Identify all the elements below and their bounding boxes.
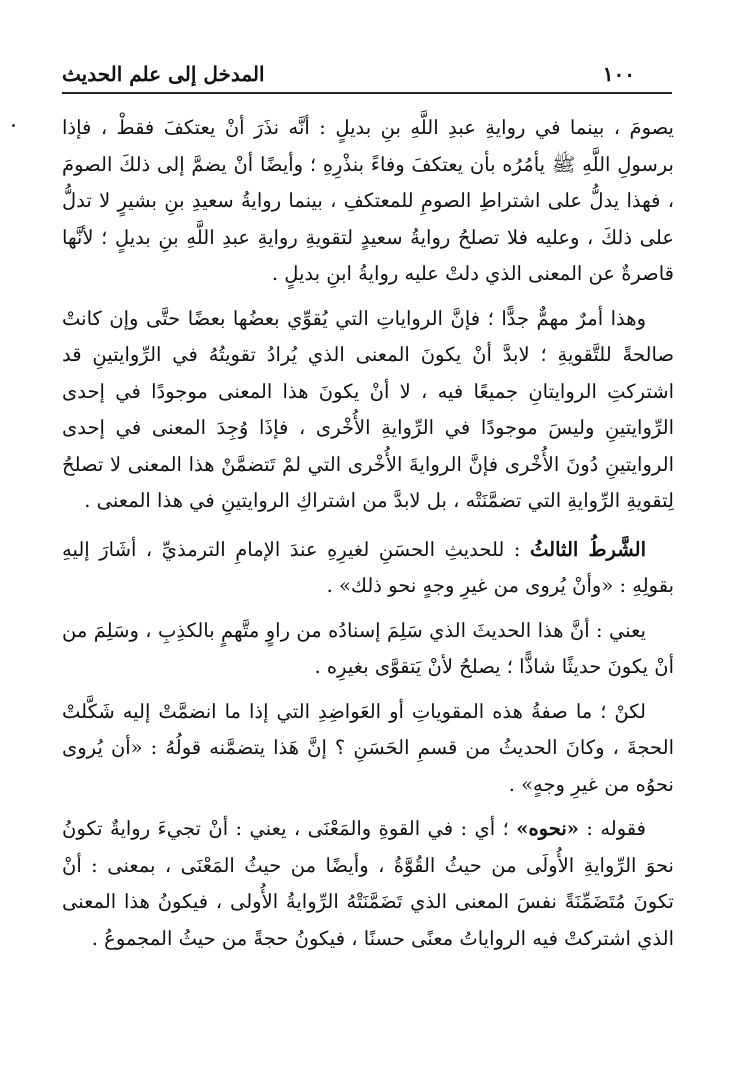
header-divider [62,92,672,94]
paragraph-text: لكنْ ؛ ما صفةُ هذه المقوياتِ أو العَواضِدِ التي إذا ما انضمَّتْ إليه شَكَّلتْ الحجةَ ، وكانَ الحديثُ من قسمِ الحَسَنِ ؟ إنَّ هَذا يتضمَّنه قولُهُ : «أن يُروى نحوُه من غيرِ وجهٍ» . [62,699,674,796]
running-title: المدخل إلى علم الحديث [62,62,265,86]
paragraph-text: : للحديثِ الحسَنِ لغيرِهِ عندَ الإمامِ الترمذيِّ ، أشَارَ إليهِ بقولِهِ : «وأنْ يُروى من غيرِ وجهٍ نحو ذلك» . [62,537,674,597]
paragraph [62,613,674,686]
page-body [62,110,674,969]
paragraph-text: يعني : أنَّ هذا الحديثَ الذي سَلِمَ إسنادُه من راوٍ متَّهمٍ بالكذِبِ ، وسَلِمَ من أنْ يكونَ حديثًا شاذًّا ؛ يصلحُ لأنْ يَتقوَّى بغيرِه . [62,618,674,678]
page-number: ١٠٠ [602,62,635,86]
running-header [62,56,635,92]
quoted-term: «نحوه» [516,817,579,840]
paragraph-text: ؛ أي : في القوةِ والمَعْنَى ، يعني : أنْ تجيءَ روايةٌ تكونُ نحوَ الرِّوايةِ الأُولَى من حيثُ القُوَّةُ ، وأيضًا من حيثُ المَعْنَى ، بمعنى : أنْ تكونَ مُتَضَمِّنَةً نفسَ المعنى الذي تَضَمَّنَتْهُ الرِّوايةُ الأُولى ، فيكونُ هذا المعنى الذي اشتركتْ فيه الرواياتُ معنًى حسنًا ، فيكونُ حجةً من حيثُ المجموعُ . [62,817,674,950]
condition-heading: الشَّرطُ الثالثُ [530,537,646,561]
paragraph [62,811,674,957]
paragraph-text: يصومَ ، بينما في روايةِ عبدِ اللَّهِ بنِ بديلٍ : أنَّه نذَرَ أنْ يعتكفَ فقطْ ، فإذا برسولِ اللَّهِ ﷺ يأمُرُه بأن يعتكفَ وفاءً بنذْرِهِ ؛ وأيضًا أنْ يضمَّ إلى ذلكَ الصومَ ، فهذا يدلُّ على اشتراطِ الصومِ للمعتكفِ ، بينما روايةُ سعيدِ بنِ بشيرٍ لا تدلُّ على ذلكَ ، وعليه فلا تصلحُ روايةُ سعيدٍ لتقويةِ روايةِ عبدِ اللَّهِ بنِ بديلٍ ؛ لأنَّها قاصرةٌ عن المعنى الذي دلتْ عليه روايةُ ابنِ بديلٍ . [62,116,674,285]
paragraph [62,110,674,293]
paragraph-text: وهذا أمرٌ مهمٌّ جدًّا ؛ فإنَّ الرواياتِ التي يُقوِّي بعضُها بعضًا حتَّى وإن كانتْ صالحةً للتَّقويةِ ؛ لابدَّ أنْ يكونَ المعنى الذي يُرادُ تقويتُهُ في الرِّوايتينِ قد اشتركتِ الروايتانِ جميعًا فيه ، لا أنْ يكونَ هذا المعنى موجودًا في إحدى الرِّوايتينِ وليسَ موجودًا في الرِّوايةِ الأُخْرى ، فإذَا وُجِدَ المعنى في إحدى الروايتينِ دُونَ الأُخْرى فإنَّ الروايةَ الأُخْرى التي لمْ تَتضمَّنْ هذا المعنى لا تصلحُ لِتقويةِ الرِّوايةِ التي تضمَّنَتْه ، بل لابدَّ من اشتراكِ الروايتينِ في هذا المعنى . [62,306,674,512]
paragraph [62,532,674,605]
paragraph [62,694,674,804]
paragraph [62,301,674,520]
paragraph-lead: فقوله : [586,817,646,840]
margin-dot [12,124,15,127]
